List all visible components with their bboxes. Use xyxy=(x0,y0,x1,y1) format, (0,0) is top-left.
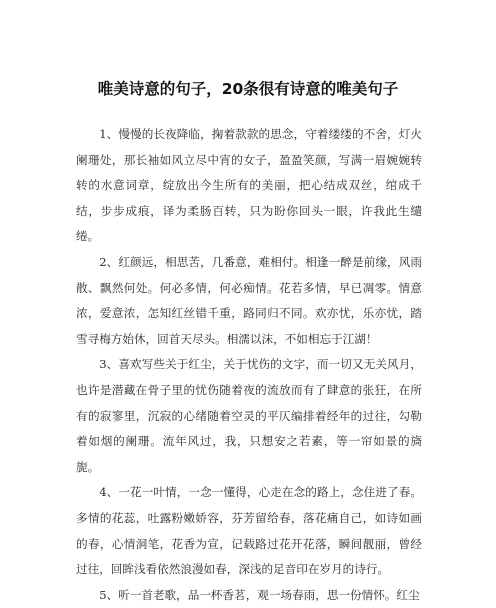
document-title: 唯美诗意的句子，20条很有诗意的唯美句子 xyxy=(97,80,399,98)
paragraph-1: 1、慢慢的长夜降临，掬着款款的思念，守着缕缕的不舍，灯火阑珊处，那长袖如风立尽中宵的女子，盈盈笑颜，写满一眉婉婉转转的水意词章，绽放出今生所有的美丽，把心结成双丝，绾成千结，步步成痕，译为柔肠百转，只为盼你回头一眼，许我此生缱绻。 xyxy=(76,127,422,244)
paragraph-3: 3、喜欢写些关于红尘，关于忧伤的文字，而一切又无关风月，也许是潜藏在骨子里的忧伤随着夜的流放而有了肆意的张狂，在所有的寂寥里，沉寂的心绪随着空灵的平仄编排着经年的过往，勾勒着如烟的阑珊。流年风过，我，只想安之若素，等一帘如景的旖旎。 xyxy=(76,357,422,474)
paragraph-4: 4、一花一叶情，一念一懂得，心走在念的路上，念住进了春。多情的花蕊，吐露粉嫩娇容，芬芳留给春，落花痛自己，如诗如画的春，心情洞笔，花香为宣，记载路过花开花落，瞬间靓丽，曾经过往，回眸浅看依然浪漫如春，深浅的足音印在岁月的诗行。 xyxy=(76,485,422,577)
paragraph-2: 2、红颜远，相思苦，几番意，难相付。相逢一醉是前缘，风雨散、飘然何处。何必多情，何必痴情。花若多情，早已凋零。情意浓，爱意浓，怎知红丝错千重，路同归不同。欢亦忧，乐亦忧，踏雪寻梅方始休，回首天尽头。相濡以沫，不如相忘于江湖！ xyxy=(76,254,422,346)
document-body xyxy=(76,122,422,608)
paragraph-5: 5、听一首老歌，品一杯香茗，观一场春雨，思一份情怀。红尘 xyxy=(99,587,420,602)
